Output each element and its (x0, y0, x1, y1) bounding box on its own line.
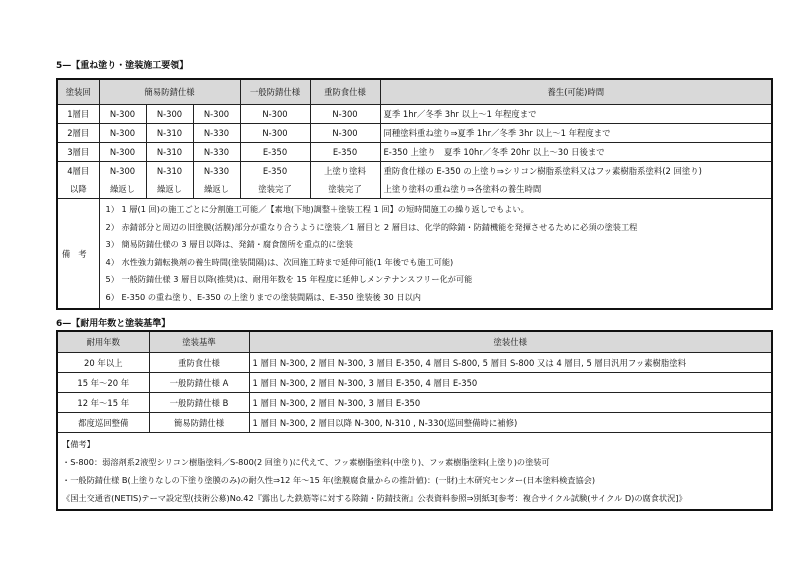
notes-label: 備考 (57, 199, 99, 310)
note-item: 3） 簡易防錆仕様の 3 層目以降は、発錆・腐食箇所を重点的に塗装 (105, 239, 353, 249)
remark-item: 《国土交通省(NETIS)テーマ設定型(技術公募)No.42『露出した鉄筋等に対する除錆・防錆技術』公表資料参照⇒別紙3[参考：複合サイクル試験(サイクル D)の腐食状況]》 (62, 493, 687, 503)
note-item: 4） 水性強力錆転換剤の養生時間(塗装間隔)は、次回施工時まで延伸可能(1 年後でも施工可能) (105, 256, 454, 267)
remarks-label: 【備考】 (62, 439, 95, 449)
note-item: 5） 一般防錆仕様 3 層目以降(推奨)は、耐用年数を 15 年程度に延伸しメンテナンスフリー化が可能 (105, 274, 473, 284)
table-header-row (57, 331, 772, 353)
table-row: 以降 繰返し 繰返し 繰返し 塗装完了 塗装完了 上塗り塗料の重ね塗り⇒各塗料の養生時間 (57, 180, 772, 199)
table-row: 12 年～15 年 一般防錆仕様 B 1 層目 N-300, 2 層目 N-300, 3 層目 E-350 (57, 393, 772, 413)
notes-row (57, 199, 772, 310)
header-heavy-anticorrosion: 重防食仕様 (310, 79, 380, 105)
remarks-row (57, 433, 772, 511)
header-curing-time: 養生(可能)時間 (380, 79, 772, 105)
header-simple-rustproof: 簡易防錆仕様 (99, 79, 240, 105)
table-row: 1層目 N-300 N-300 N-300 N-300 N-300 夏季 1hr／冬季 3hr 以上～1 年程度まで (57, 105, 772, 124)
table-row: 15 年～20 年 一般防錆仕様 A 1 層目 N-300, 2 層目 N-300, 3 層目 E-350, 4 層目 E-350 (57, 373, 772, 393)
header-coat-round: 塗装回 (57, 79, 99, 105)
durability-standards-table (56, 330, 773, 511)
header-coating-spec: 塗装仕様 (249, 331, 772, 353)
table-row: 2層目 N-300 N-310 N-330 N-300 N-300 同種塗料重ね塗り⇒夏季 1hr／冬季 3hr 以上～1 年程度まで (57, 124, 772, 143)
table-row: 3層目 N-300 N-310 N-330 E-350 E-350 E-350 上塗り 夏季 10hr／冬季 20hr 以上～30 日後まで (57, 143, 772, 162)
remark-item: ・一般防錆仕様 B(上塗りなしの下塗り塗膜のみ)の耐久性⇒12 年～15 年(塗膜腐食量からの推計値)：(一財)土木研究センター(日本塗料検査協会) (62, 475, 596, 485)
table-row: 20 年以上 重防食仕様 1 層目 N-300, 2 層目 N-300, 3 層目 E-350, 4 層目 S-800, 5 層目 S-800 又は 4 層目, 5 層目汎用フッ素樹脂塗料 (57, 353, 772, 373)
note-item: 1） 1 層(1 回)の施工ごとに分割施工可能／【素地(下地)調整＋塗装工程 1 回】の短時間施工の繰り返しでもよい。 (105, 204, 529, 214)
header-coating-standard: 塗装基準 (149, 331, 249, 353)
note-item: 6） E-350 の重ね塗り、E-350 の上塗りまでの塗装間隔は、E-350 塗装後 30 日以内 (105, 291, 421, 302)
table-row: 都度巡回整備 簡易防錆仕様 1 層目 N-300, 2 層目以降 N-300, N-310 , N-330(巡回整備時に補修) (57, 413, 772, 433)
section5-title: 5—【重ね塗り・塗装施工要領】 (56, 61, 189, 71)
header-durability-years: 耐用年数 (57, 331, 149, 353)
table-row: 4層目 N-300 N-310 N-330 E-350 上塗り塗料 重防食仕様の E-350 の上塗り⇒シリコン樹脂系塗料又はフッ素樹脂系塗料(2 回塗り) (57, 162, 772, 181)
note-item: 2） 赤錆部分と周辺の旧塗膜(活膜)部分が重なり合うように塗装／1 層目と 2 層目は、化学的除錆・防錆機能を発揮させるために必須の塗装工程 (105, 221, 638, 232)
remark-item: ・S-800：弱溶剤系2液型シリコン樹脂塗料／S-800(2 回塗り)に代えて、フッ素樹脂塗料(中塗り)、フッ素樹脂塗料(上塗り)の塗装可 (62, 457, 550, 467)
remarks-block (57, 433, 772, 511)
notes-list (99, 199, 772, 310)
table-header-row (57, 79, 772, 105)
section6-title: 6—【耐用年数と塗装基準】 (56, 319, 171, 329)
header-general-rustproof: 一般防錆仕様 (240, 79, 310, 105)
coating-procedure-table (56, 78, 773, 310)
